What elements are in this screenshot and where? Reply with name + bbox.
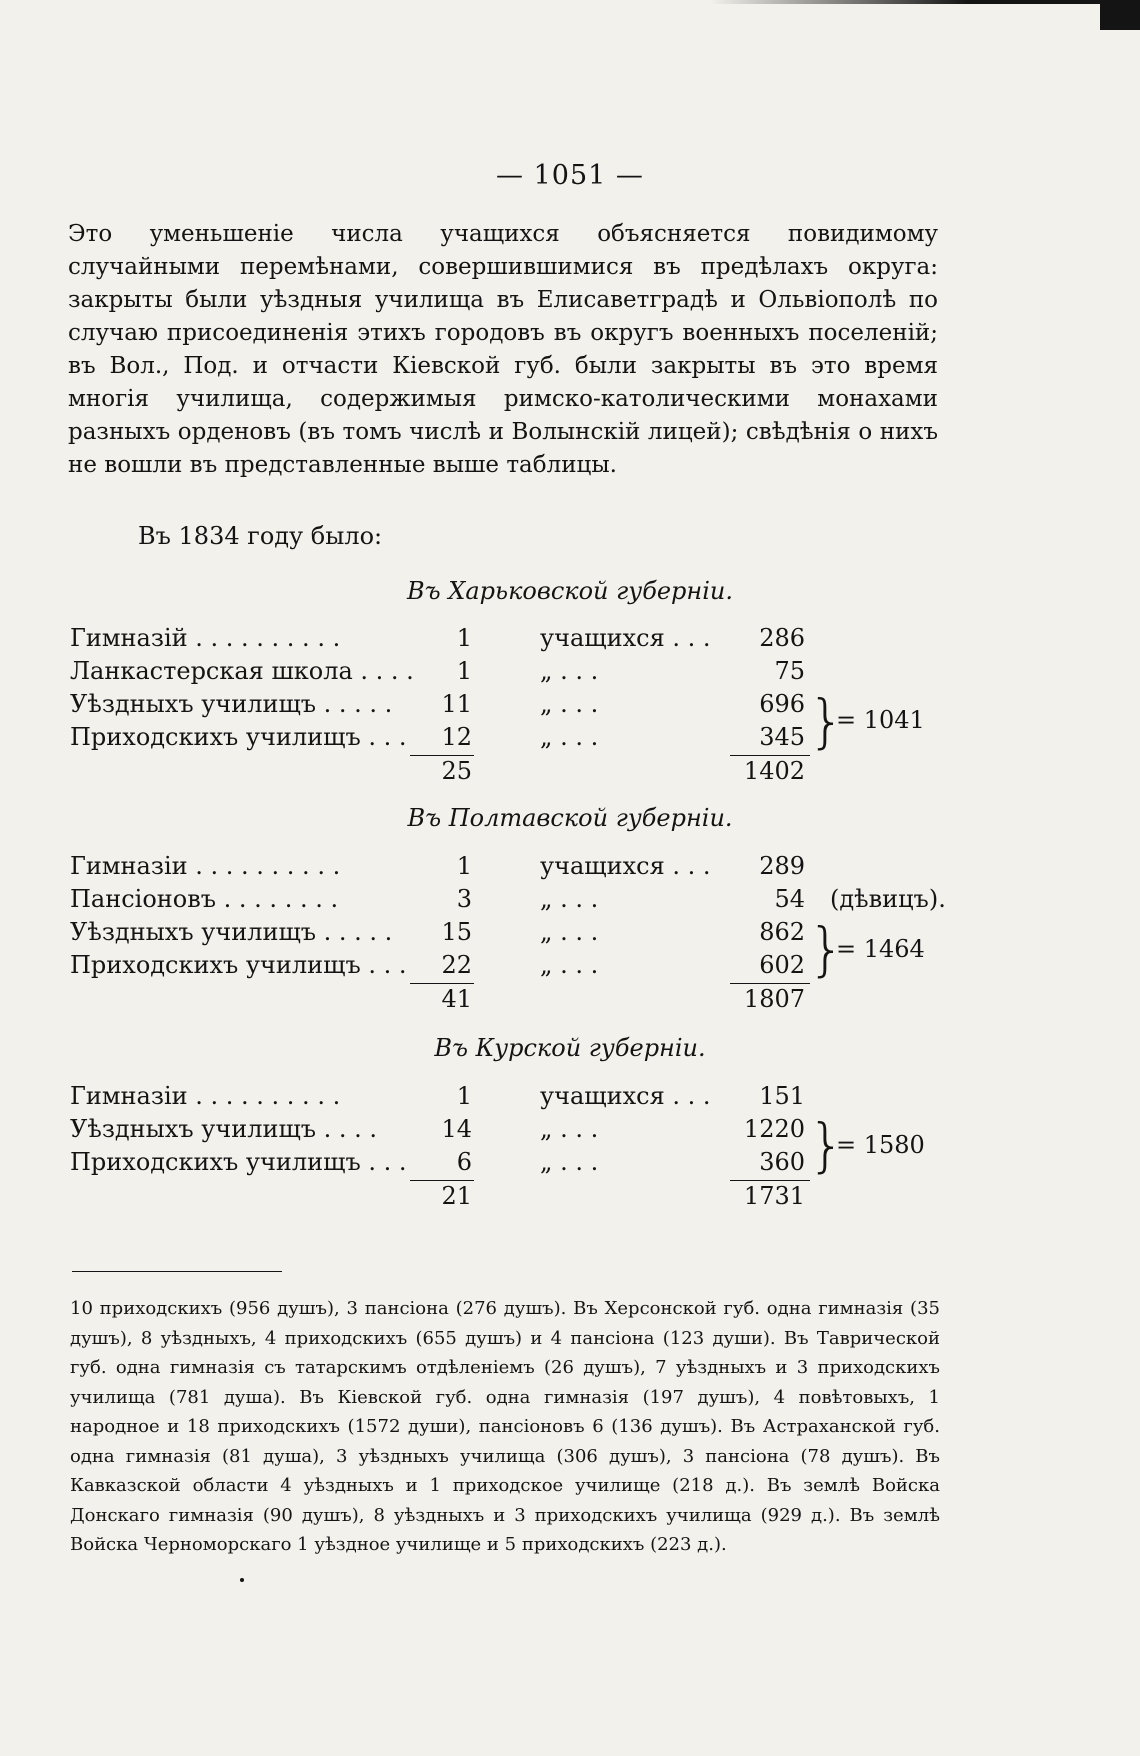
row-name: Приходскихъ училищъ . . . bbox=[70, 1148, 407, 1176]
row-count: 14 bbox=[441, 1115, 472, 1143]
row-label: „ . . . bbox=[540, 951, 599, 979]
row-name: Приходскихъ училищъ . . . bbox=[70, 723, 407, 751]
row-label: учащихся . . . bbox=[540, 1082, 711, 1110]
row-name: Уѣздныхъ училищъ . . . . . bbox=[70, 690, 393, 718]
row-count: 12 bbox=[441, 723, 472, 751]
footnote: 10 приходскихъ (956 душъ), 3 пансіона (276 душъ). Въ Херсонской губ. одна гимназія (35 душъ), 8 уѣздныхъ, 4 приходскихъ (655 душъ) и 4 пансіона (123 души). Въ Таврической губ. одна гимназія съ татарскимъ отдѣленіемъ (26 душъ), 7 уѣздныхъ и 3 приходскихъ училища (781 душа). Въ Кіевской губ. одна гимназія (197 душъ), 4 повѣтовыхъ, 1 народное и 18 приходскихъ (1572 души), пансіоновъ 6 (136 душъ). Въ Астраханской губ. одна гимназія (81 душа), 3 уѣздныхъ училища (306 душъ), 3 пансіона (78 душъ). Въ Кавказской области 4 уѣздныхъ и 1 приходское училище (218 д.). Въ землѣ Войска Донскаго гимназія (90 душъ), 8 уѣздныхъ и 3 приходскихъ училища (929 д.). Въ землѣ Войска Черноморскаго 1 уѣздное училище и 5 приходскихъ (223 д.). bbox=[70, 1298, 940, 1555]
row-students: 289 bbox=[759, 852, 805, 880]
row-count: 1 bbox=[456, 657, 472, 685]
row-count: 22 bbox=[441, 951, 472, 979]
row-note: (дѣвицъ). bbox=[830, 885, 946, 913]
row-label: „ . . . bbox=[540, 918, 599, 946]
row-count: 11 bbox=[441, 690, 472, 718]
right-brace: } bbox=[808, 1111, 845, 1179]
row-label: учащихся . . . bbox=[540, 624, 711, 652]
row-students: 151 bbox=[759, 1082, 805, 1110]
row-students: 75 bbox=[774, 657, 805, 685]
row-count: 1 bbox=[456, 1082, 472, 1110]
row-students: 54 bbox=[774, 885, 805, 913]
row-name: Гимназій . . . . . . . . . . bbox=[70, 624, 341, 652]
section-title-kursk: Въ Курской губерніи. bbox=[434, 1034, 706, 1062]
row-label: „ . . . bbox=[540, 657, 599, 685]
row-label: „ . . . bbox=[540, 1115, 599, 1143]
section-title-poltava: Въ Полтавской губерніи. bbox=[407, 804, 733, 832]
row-label: „ . . . bbox=[540, 723, 599, 751]
right-brace: } bbox=[808, 687, 845, 755]
sum-rule bbox=[730, 1180, 810, 1181]
total-count: 41 bbox=[441, 985, 472, 1013]
body-paragraph: Это уменьшеніе числа учащихся объясняется повидимому случайными перемѣнами, совершившимися въ предѣлахъ округа: закрыты были уѣздныя училища въ Елисаветградѣ и Ольвіополѣ по случаю присоединенія этихъ городовъ въ округъ военныхъ поселеній; въ Вол., Под. и отчасти Кіевской губ. были закрыты въ это время многія училища, содержимыя римско-католическими монахами разныхъ орденовъ (въ томъ числѣ и Волынскій лицей); свѣдѣнія о нихъ не вошли въ представленные выше таблицы. bbox=[68, 221, 938, 478]
sum-rule bbox=[730, 755, 810, 756]
row-label: „ . . . bbox=[540, 1148, 599, 1176]
sum-rule bbox=[730, 983, 810, 984]
row-students: 602 bbox=[759, 951, 805, 979]
sum-rule bbox=[410, 1180, 474, 1181]
print-speck bbox=[240, 1578, 244, 1582]
total-students: 1807 bbox=[743, 985, 805, 1013]
row-students: 360 bbox=[759, 1148, 805, 1176]
page-corner-shadow bbox=[1100, 0, 1140, 30]
row-students: 1220 bbox=[743, 1115, 805, 1143]
row-count: 15 bbox=[441, 918, 472, 946]
row-count: 1 bbox=[456, 624, 472, 652]
row-name: Пансіоновъ . . . . . . . . bbox=[70, 885, 339, 913]
row-name: Приходскихъ училищъ . . . bbox=[70, 951, 407, 979]
row-name: Гимназіи . . . . . . . . . . bbox=[70, 1082, 341, 1110]
sum-rule bbox=[410, 755, 474, 756]
row-count: 6 bbox=[456, 1148, 472, 1176]
row-name: Уѣздныхъ училищъ . . . . bbox=[70, 1115, 378, 1143]
row-label: учащихся . . . bbox=[540, 852, 711, 880]
total-students: 1731 bbox=[743, 1182, 805, 1210]
total-count: 21 bbox=[441, 1182, 472, 1210]
section-title-kharkov: Въ Харьковской губерніи. bbox=[407, 577, 733, 605]
row-name: Уѣздныхъ училищъ . . . . . bbox=[70, 918, 393, 946]
bracket-sum: = 1464 bbox=[836, 935, 925, 963]
total-students: 1402 bbox=[743, 757, 805, 785]
row-label: „ . . . bbox=[540, 885, 599, 913]
row-name: Ланкастерская школа . . . . bbox=[70, 657, 414, 685]
row-students: 345 bbox=[759, 723, 805, 751]
footnote-rule bbox=[72, 1271, 282, 1272]
right-brace: } bbox=[808, 915, 845, 983]
row-label: „ . . . bbox=[540, 690, 599, 718]
row-count: 3 bbox=[456, 885, 472, 913]
bracket-sum: = 1580 bbox=[836, 1131, 925, 1159]
row-students: 286 bbox=[759, 624, 805, 652]
row-students: 862 bbox=[759, 918, 805, 946]
sum-rule bbox=[410, 983, 474, 984]
page-number: — 1051 — bbox=[496, 160, 644, 191]
page-edge-shadow bbox=[710, 0, 1140, 4]
row-count: 1 bbox=[456, 852, 472, 880]
bracket-sum: = 1041 bbox=[836, 706, 925, 734]
row-name: Гимназіи . . . . . . . . . . bbox=[70, 852, 341, 880]
total-count: 25 bbox=[441, 757, 472, 785]
row-students: 696 bbox=[759, 690, 805, 718]
year-heading: Въ 1834 году было: bbox=[138, 522, 383, 550]
